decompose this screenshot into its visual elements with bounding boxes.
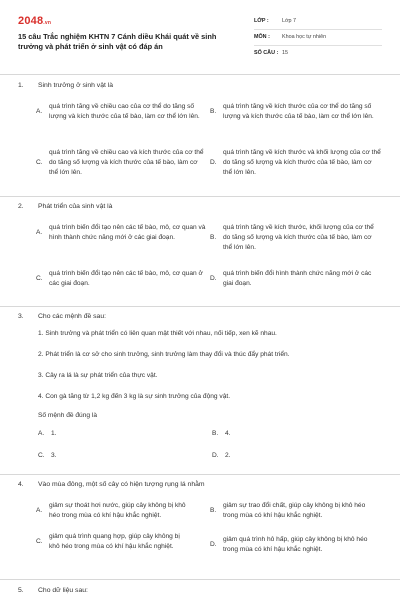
option-d[interactable] — [210, 148, 382, 179]
option-letter: A. — [36, 108, 43, 116]
option-text: 4. — [225, 430, 231, 437]
meta-row-count — [254, 46, 382, 62]
option-letter: B. — [210, 234, 217, 242]
question-number: 1. — [18, 82, 24, 89]
option-text: quá trình tăng về kích thước và khối lượng của cơ thể do tăng số lượng và kích thước của tế bào, làm cơ thể lớn lên. — [223, 148, 381, 177]
question-number: 3. — [18, 313, 24, 320]
meta-row-subject — [254, 30, 382, 46]
option-b[interactable] — [212, 429, 384, 439]
option-text: 1. — [51, 430, 57, 437]
option-letter: D. — [210, 275, 217, 283]
option-letter: C. — [36, 275, 43, 283]
question-1 — [18, 81, 382, 191]
option-a[interactable] — [36, 501, 208, 521]
meta-value: Khoa học tự nhiên — [282, 33, 327, 40]
option-text: quá trình biến đổi hình thành chức năng mới ở các giai đoạn. — [223, 269, 372, 288]
divider — [0, 306, 400, 307]
divider — [0, 74, 400, 75]
option-c[interactable] — [36, 532, 208, 552]
option-b[interactable] — [210, 102, 382, 122]
question-number: 2. — [18, 203, 24, 210]
option-letter: D. — [210, 159, 217, 167]
statement-1: 1. Sinh trưởng và phát triển có liên quan mật thiết với nhau, nối tiếp, xen kẽ nhau. — [38, 330, 277, 337]
meta-value: 15 — [282, 50, 288, 57]
logo-text: 2048 — [18, 15, 44, 27]
option-letter: B. — [212, 430, 219, 438]
option-b[interactable] — [210, 501, 382, 521]
option-text: quá trình tăng về kích thước của cơ thể do tăng số lượng và kích thước của tế bào, làm cơ thể lớn lên. — [223, 102, 374, 121]
option-d[interactable] — [212, 451, 384, 461]
question-2 — [18, 202, 382, 302]
question-4 — [18, 480, 382, 580]
option-c[interactable] — [36, 148, 208, 179]
option-letter: B. — [210, 108, 217, 116]
meta-label: MÔN : — [254, 33, 270, 40]
site-logo[interactable] — [18, 14, 51, 30]
statement-3: 3. Cây ra lá là sự phát triển của thực vật. — [38, 372, 158, 379]
statement-4: 4. Con gà tăng từ 1,2 kg đến 3 kg là sự sinh trưởng của động vật. — [38, 393, 231, 400]
option-text: quá trình tăng về chiều cao và kích thước của cơ thể do tăng số lượng và kích thước của tế bào, làm cơ thể lớn lên. — [49, 148, 204, 177]
question-text: Phát triển của sinh vật là — [38, 203, 113, 210]
question-text: Cho các mệnh đề sau: — [38, 313, 107, 320]
question-text: Sinh trưởng ở sinh vật là — [38, 82, 114, 89]
option-text: giảm sự trao đổi chất, giúp cây không bị khô héo trong mùa có khí hậu khắc nghiệt. — [223, 501, 366, 520]
question-number: 4. — [18, 481, 24, 488]
option-c[interactable] — [36, 269, 208, 289]
worksheet-header — [18, 12, 382, 74]
option-text: giảm quá trình quang hợp, giúp cây không bị khô héo trong mùa có khí hậu khắc nghiệt. — [49, 532, 180, 551]
option-a[interactable] — [38, 429, 210, 439]
question-prompt: Số mệnh đề đúng là — [38, 412, 98, 419]
question-number: 5. — [18, 587, 24, 594]
option-letter: C. — [36, 159, 43, 167]
statement-2: 2. Phát triển là cơ sở cho sinh trưởng, sinh trưởng làm thay đổi và thúc đẩy phát triển. — [38, 351, 290, 358]
divider — [0, 196, 400, 197]
question-text: Vào mùa đông, một số cây có hiện tượng rụng lá nhằm — [38, 481, 205, 488]
option-letter: B. — [210, 507, 217, 515]
question-3 — [18, 312, 382, 470]
option-a[interactable] — [36, 223, 208, 243]
option-letter: D. — [210, 541, 217, 549]
option-letter: C. — [38, 452, 45, 460]
option-text: quá trình tăng về chiều cao của cơ thể do tăng số lượng và kích thước của tế bào, làm cơ thể lớn lên. — [49, 102, 200, 121]
option-letter: C. — [36, 538, 43, 546]
option-text: quá trình biến đổi tạo nên các tế bào, mô, cơ quan và hình thành chức năng mới ở các giai đoạn. — [49, 223, 206, 242]
option-c[interactable] — [38, 451, 210, 461]
meta-value: Lớp 7 — [282, 17, 297, 24]
option-text: quá trình tăng về kích thước, khối lượng của cơ thể do tăng số lượng và kích thước của tế bào, làm cơ thể lớn lên. — [223, 223, 374, 252]
option-d[interactable] — [210, 535, 382, 555]
option-text: giảm sự thoát hơi nước, giúp cây không bị khô héo trong mùa có khí hậu khắc nghiệt. — [49, 501, 186, 520]
option-a[interactable] — [36, 102, 208, 122]
option-letter: A. — [36, 507, 43, 515]
meta-label: LỚP : — [254, 17, 269, 24]
option-text: giảm quá trình hô hấp, giúp cây không bị khô héo trong mùa có khí hậu khắc nghiệt. — [223, 535, 368, 554]
option-letter: A. — [38, 430, 45, 438]
option-text: 3. — [51, 452, 57, 459]
option-letter: D. — [212, 452, 219, 460]
divider — [0, 579, 400, 580]
option-letter: A. — [36, 229, 43, 237]
question-text: Cho dữ liệu sau: — [38, 587, 88, 594]
divider — [0, 474, 400, 475]
option-b[interactable] — [210, 223, 382, 254]
option-d[interactable] — [210, 269, 382, 289]
option-text: 2. — [225, 452, 231, 459]
worksheet-title: 15 câu Trắc nghiệm KHTN 7 Cánh diều Khái quát về sinh trưởng và phát triển ở sinh vật có đáp án — [18, 32, 217, 51]
question-5 — [18, 586, 382, 598]
worksheet-meta — [254, 14, 382, 62]
meta-label: SỐ CÂU : — [254, 50, 279, 57]
option-text: quá trình biến đổi tạo nên các tế bào, mô, cơ quan ở các giai đoạn. — [49, 269, 203, 288]
logo-suffix: .vn — [43, 20, 52, 26]
meta-row-class — [254, 14, 382, 30]
